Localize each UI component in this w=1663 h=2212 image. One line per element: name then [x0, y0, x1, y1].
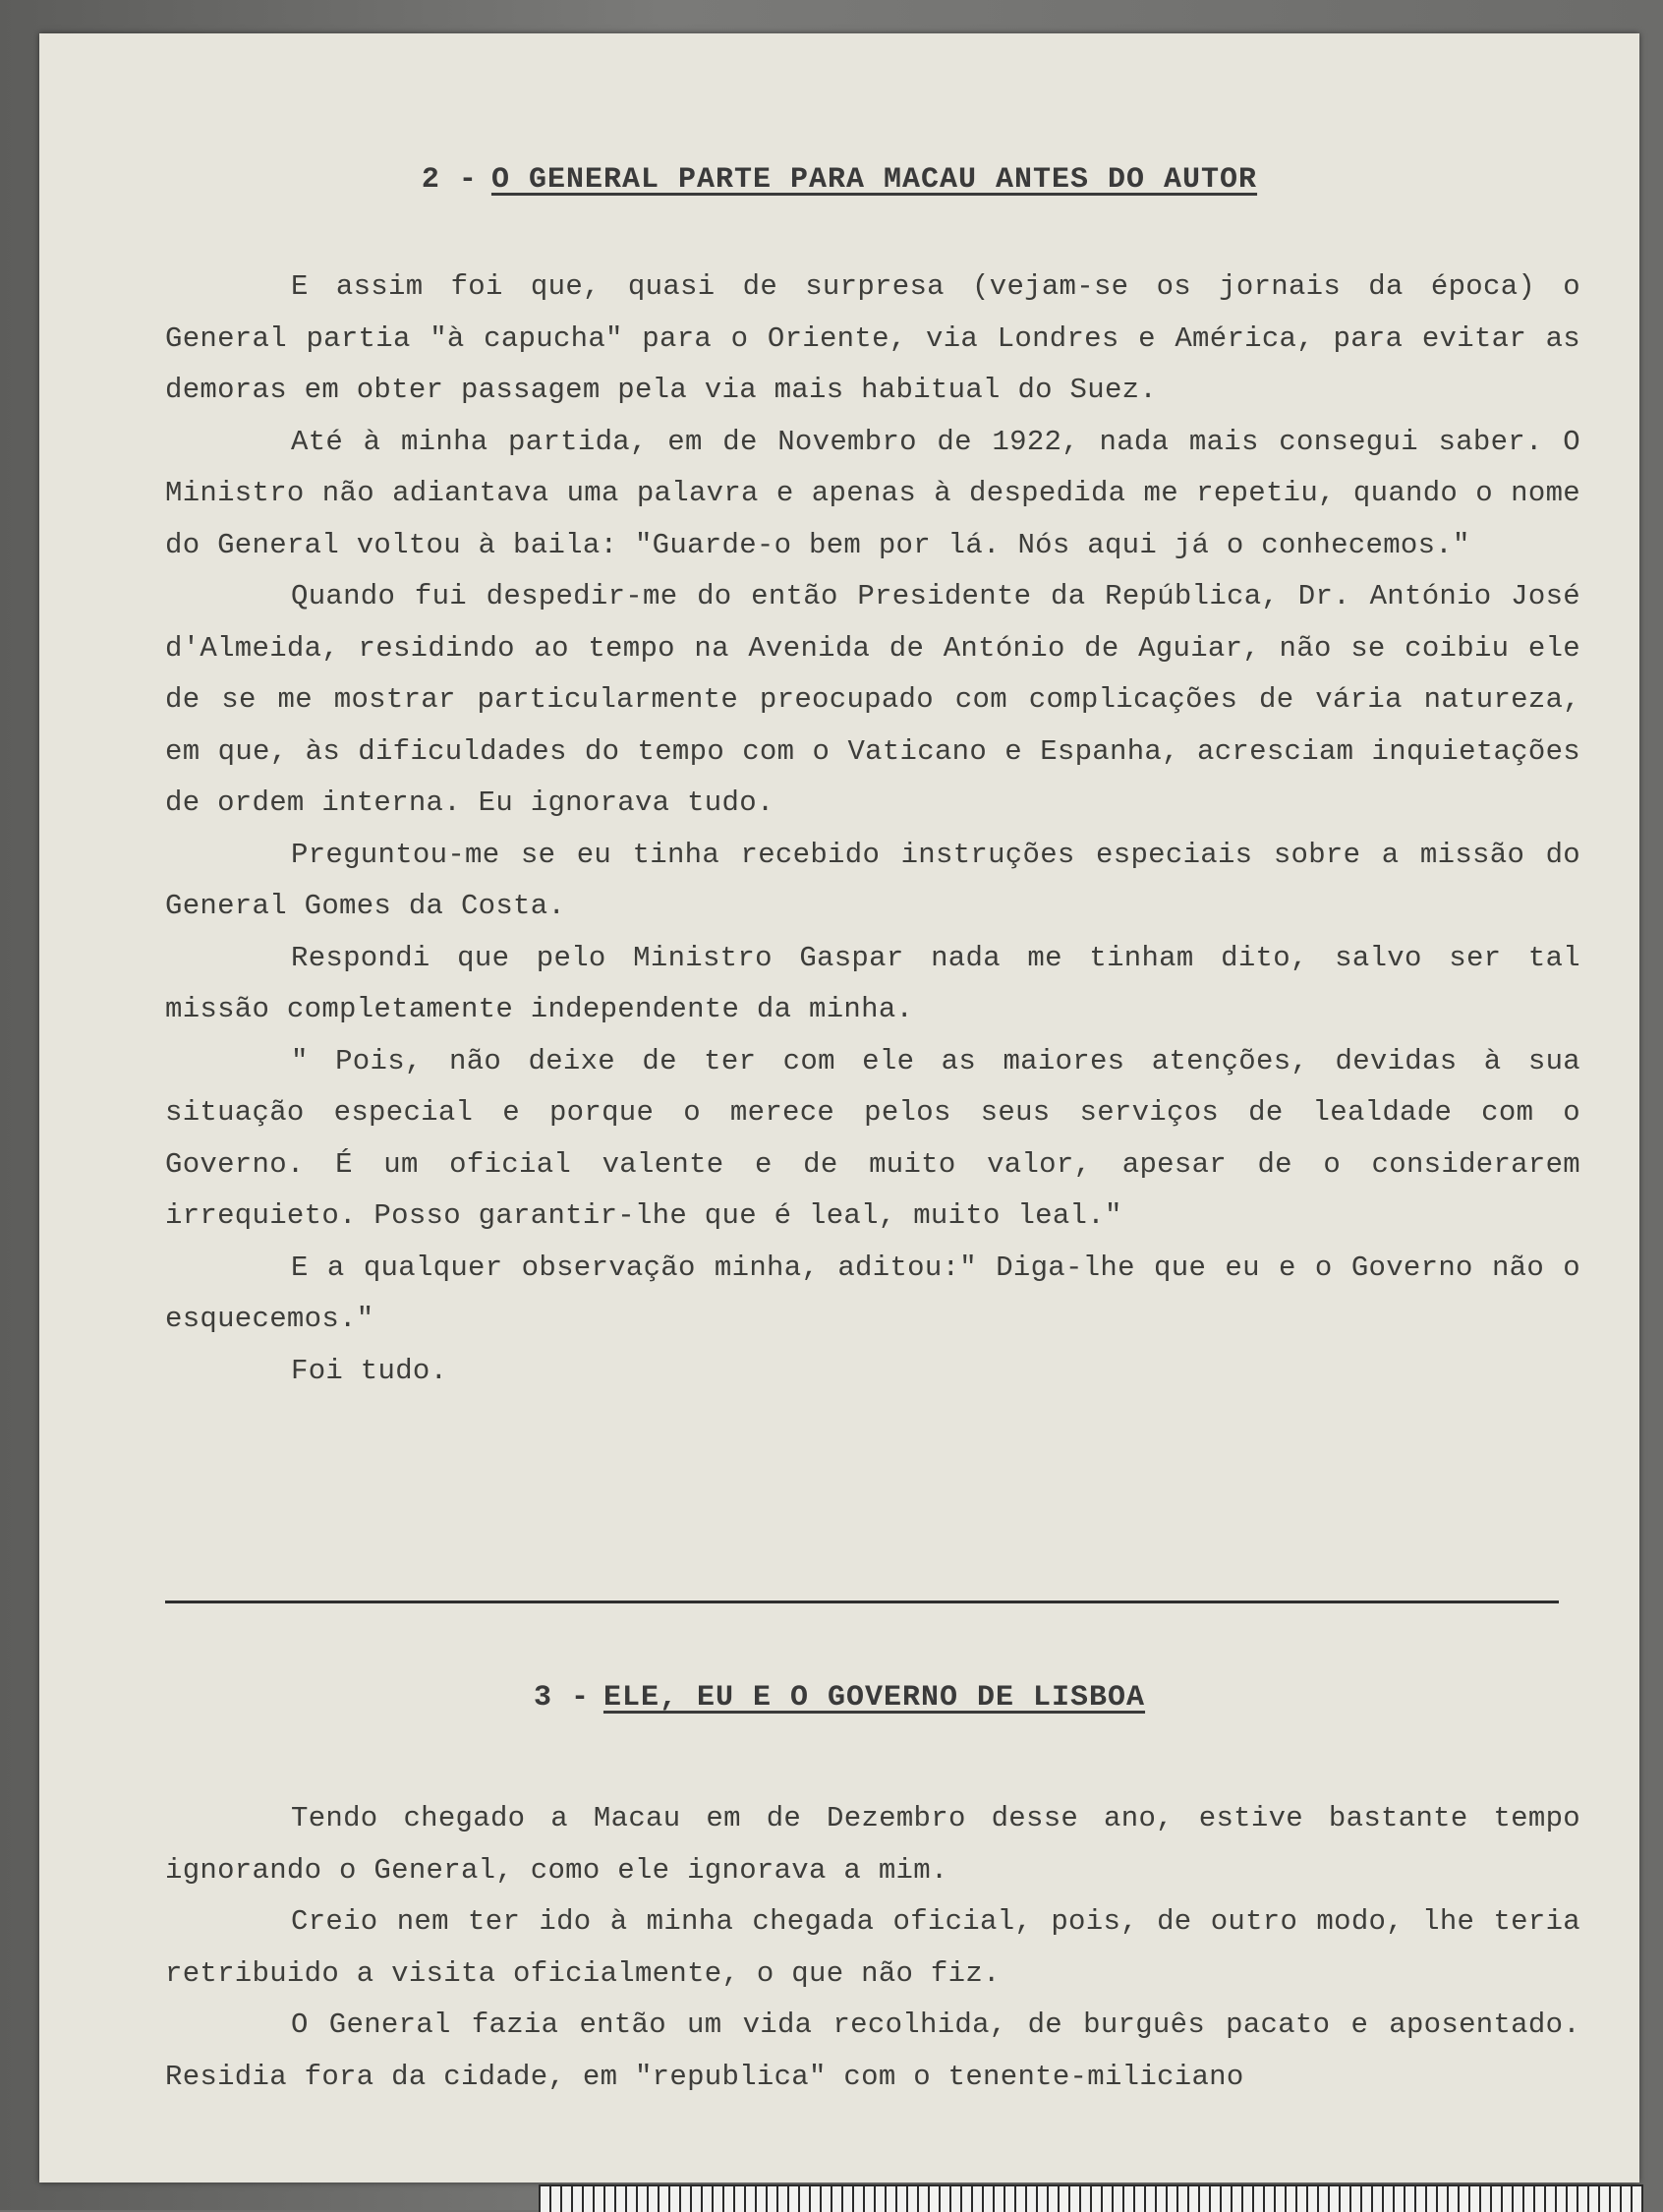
- section-3-title: ELE, EU E O GOVERNO DE LISBOA: [602, 1681, 1146, 1715]
- section-3-number: 3 -: [533, 1681, 590, 1715]
- paragraph: Preguntou-me se eu tinha recebido instruções especiais sobre a missão do General Gomes da Costa.: [165, 838, 1580, 922]
- paragraph: Respondi que pelo Ministro Gaspar nada me tinham dito, salvo ser tal missão completamente independente da minha.: [165, 941, 1580, 1025]
- document-page: [39, 33, 1639, 2183]
- section-2-body: [165, 262, 1580, 1397]
- paragraph: Tendo chegado a Macau em de Dezembro desse ano, estive bastante tempo ignorando o General, como ele ignorava a mim.: [165, 1802, 1580, 1887]
- paragraph: O General fazia então um vida recolhida, de burguês pacato e aposentado. Residia fora da cidade, em "republica" com o tenente-miliciano: [165, 2008, 1580, 2093]
- section-2-title: O GENERAL PARTE PARA MACAU ANTES DO AUTOR: [490, 163, 1258, 197]
- section-3-body: [165, 1793, 1580, 2103]
- paragraph: Foi tudo.: [291, 1354, 448, 1387]
- paragraph: Até à minha partida, em de Novembro de 1922, nada mais consegui saber. O Ministro não adiantava uma palavra e apenas à despedida me repetiu, quando o nome do General voltou à baila: "Guarde-o bem por lá. Nós aqui já o conhecemos.": [165, 425, 1580, 561]
- paragraph: E a qualquer observação minha, aditou:" Diga-lhe que eu e o Governo não o esquecemos.": [165, 1251, 1580, 1335]
- section-divider: [165, 1601, 1559, 1603]
- paragraph: Creio nem ter ido à minha chegada oficial, pois, de outro modo, lhe teria retribuido a visita oficialmente, o que não fiz.: [165, 1905, 1580, 1990]
- scan-ruler: [539, 2184, 1643, 2212]
- paragraph: " Pois, não deixe de ter com ele as maiores atenções, devidas à sua situação especial e porque o merece pelos seus serviços de lealdade com o Governo. É um oficial valente e de muito valor, apesar de o considerarem irrequieto. Posso garantir-lhe que é leal, muito leal.": [165, 1044, 1580, 1232]
- section-2-heading: [39, 163, 1639, 197]
- section-3-heading: [39, 1681, 1639, 1715]
- section-2-number: 2 -: [421, 163, 478, 197]
- paragraph: E assim foi que, quasi de surpresa (vejam-se os jornais da época) o General partia "à capucha" para o Oriente, via Londres e América, para evitar as demoras em obter passagem pela via mais habitual do Suez.: [165, 270, 1580, 406]
- paragraph: Quando fui despedir-me do então Presidente da República, Dr. António José d'Almeida, residindo ao tempo na Avenida de António de Aguiar, não se coibiu ele de se me mostrar particularmente preocupado com complicações de vária natureza, em que, às dificuldades do tempo com o Vaticano e Espanha, acresciam inquietações de ordem interna. Eu ignorava tudo.: [165, 580, 1580, 819]
